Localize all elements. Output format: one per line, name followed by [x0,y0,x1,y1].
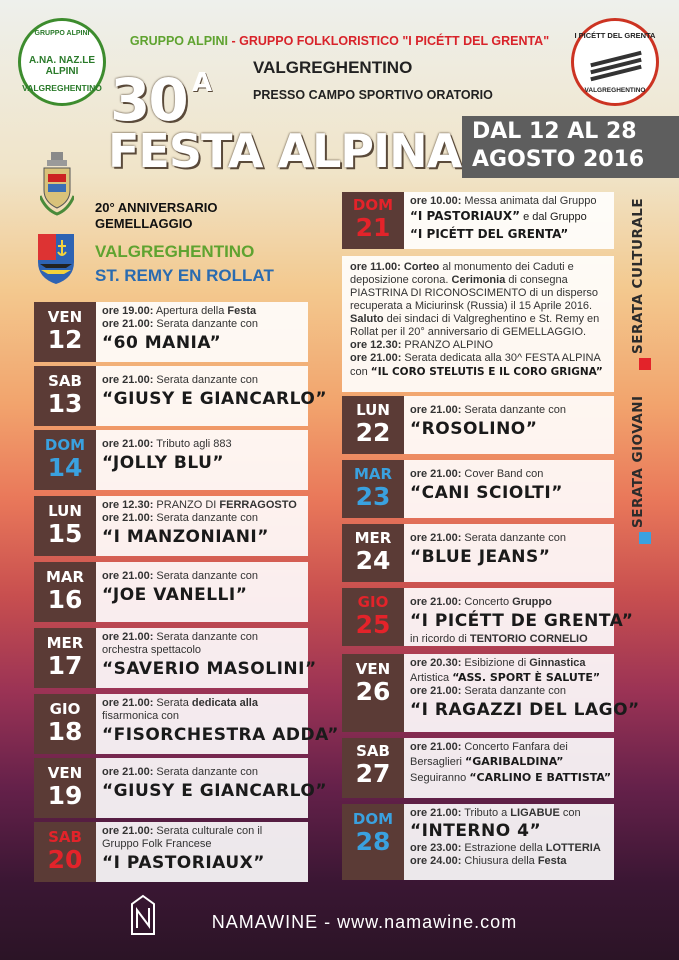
event-card-gio-25 [342,588,634,646]
event-content [96,758,327,818]
event-note-dom-21 [342,256,614,392]
event-date: 23 [355,482,391,511]
event-line: “I PASTORIAUX” e dal Gruppo [410,209,587,223]
event-day: SAB [356,742,390,760]
event-line: ore 24.00: Chiusura della Festa [410,855,567,867]
event-card-ven-12 [34,302,308,362]
note-evening: ore 21.00: Serata dedicata alla 30^ FESTA ALPINA [350,352,601,364]
event-act: “CANI SCIOLTI” [410,483,563,503]
event-card-mer-17 [34,628,317,688]
event-card-mer-24 [342,524,614,582]
org-left: GRUPPO ALPINI [129,34,229,48]
edition-superscript: A [192,68,213,98]
event-card-sab-27 [342,738,614,798]
event-card-mar-16 [34,562,308,622]
event-date: 26 [355,677,391,706]
logo-right-top: I PICÉTT DEL GRENTA [574,31,656,40]
event-line: ore 23.00: Estrazione della LOTTERIA [410,842,601,854]
event-line: ore 21.00: Serata danzante con [102,512,258,524]
event-card-lun-22 [342,396,614,454]
event-content [404,738,614,798]
event-day: VEN [47,764,83,782]
town-crest-icon [40,152,74,216]
event-act: “I MANZONIANI” [102,527,269,547]
anniversary-line2: GEMELLAGGIO [95,216,193,231]
event-day: SAB [48,372,82,390]
event-card-dom-14 [34,430,308,490]
event-content [96,496,308,556]
legend-cultural-label: SERATA CULTURALE [630,197,646,354]
anniversary-text [95,200,217,232]
event-day: MER [354,529,392,547]
dates-box [462,116,679,178]
event-act: “BLUE JEANS” [410,547,551,567]
event-content [404,396,614,454]
event-date: 12 [47,325,83,354]
event-date-panel [34,694,96,754]
event-date: 16 [47,585,83,614]
event-content [96,562,308,622]
event-date-panel [34,302,96,362]
org-right: GRUPPO FOLKLORISTICO "I PICÉTT DEL GRENTA" [239,34,550,48]
event-line: ore 19.00: Apertura della Festa [102,305,257,317]
event-line: ore 21.00: Serata danzante con [102,374,258,386]
event-line: ore 21.00: Serata danzante con [410,532,566,544]
event-line: ore 21.00: Serata danzante con [102,631,258,643]
event-day: SAB [48,828,82,846]
dates-line2: AGOSTO 2016 [472,147,645,172]
event-day: VEN [355,660,391,678]
event-line: ore 21.00: Concerto Fanfara dei [410,741,568,753]
event-act: “I RAGAZZI DEL LAGO” [410,700,640,720]
event-line: Bersaglieri “GARIBALDINA” [410,755,564,768]
event-act: “I PICÉTT DEL GRENTA” [410,227,569,241]
event-line: ore 21.00: Tributo a LIGABUE con [410,807,581,819]
event-act: “I PICÉTT DE GRENTA” [410,611,634,631]
event-content [96,694,339,754]
logo-left-mid: A.NA. NAZ.LE ALPINI [28,55,96,77]
event-content [404,654,640,732]
event-card-dom-28 [342,804,614,880]
event-card-gio-18 [34,694,339,754]
event-day: LUN [48,502,82,520]
event-day: MAR [45,568,85,586]
event-date: 17 [47,651,83,680]
event-day: VEN [47,308,83,326]
note-choir: con “IL CORO STELUTIS E IL CORO GRIGNA” [350,366,603,378]
event-act: “GIUSY E GIANCARLO” [102,781,327,801]
event-day: MER [46,634,84,652]
event-date-panel [342,524,404,582]
anniversary-line1: 20° ANNIVERSARIO [95,200,218,215]
org-sep: - [228,34,240,48]
event-line: Artistica “ASS. SPORT È SALUTE” [410,671,601,684]
event-day: MAR [353,465,393,483]
event-card-lun-15 [34,496,308,556]
event-line: fisarmonica con [102,710,180,722]
event-date: 22 [355,418,391,447]
picett-logo [571,18,659,106]
event-line: ore 12.30: PRANZO DI FERRAGOSTO [102,499,297,511]
event-date-panel [342,192,404,249]
event-date: 21 [355,213,391,242]
event-date: 24 [355,546,391,575]
event-date: 19 [47,781,83,810]
event-card-ven-19 [34,758,327,818]
event-line: ore 21.00: Cover Band con [410,468,544,480]
event-act: “I PASTORIAUX” [102,853,265,873]
event-card-dom-21 [342,192,614,249]
event-day: DOM [352,196,394,214]
event-date-panel [342,460,404,518]
event-line: ore 21.00: Serata culturale con il [102,825,263,837]
event-date: 25 [355,610,391,639]
event-date-panel [34,758,96,818]
event-day: DOM [44,436,86,454]
event-date-panel [34,822,96,882]
dates-line1: DAL 12 AL 28 [472,119,637,144]
event-date-panel [342,804,404,880]
event-act: “INTERNO 4” [410,821,542,841]
event-act: “FISORCHESTRA ADDA” [102,725,339,745]
event-act: “60 MANIA” [102,333,222,353]
event-date-panel [342,588,404,646]
event-line: ore 21.00: Serata danzante con [102,318,258,330]
event-date: 28 [355,827,391,856]
logo-left-bottom: VALGREGHENTINO [22,83,102,93]
legend-cultural [630,186,660,354]
note-lunch: ore 12.30: PRANZO ALPINO [350,339,494,351]
event-date: 27 [355,759,391,788]
event-line: ore 21.00: Serata dedicata alla [102,697,258,709]
event-content [96,822,308,882]
event-date: 13 [47,389,83,418]
event-date-panel [34,628,96,688]
st-remy-crest-icon [36,232,76,286]
event-day: LUN [356,401,390,419]
event-line: ore 21.00: Serata danzante con [410,404,566,416]
event-content [404,524,614,582]
event-date-panel [342,654,404,732]
event-date: 14 [47,453,83,482]
event-title: FESTA ALPINA [108,124,462,178]
logo-left-top: GRUPPO ALPINI [34,30,90,37]
event-content [96,366,327,426]
event-venue: PRESSO CAMPO SPORTIVO ORATORIO [253,88,493,102]
event-act: “GIUSY E GIANCARLO” [102,389,327,409]
event-content [404,192,614,249]
event-date: 20 [47,845,83,874]
event-date-panel [34,562,96,622]
event-line: Gruppo Folk Francese [102,838,212,850]
event-place: VALGREGHENTINO [253,58,413,77]
event-act: “JOLLY BLU” [102,453,225,473]
event-dedication: in ricordo di TENTORIO CORNELIO [410,633,588,645]
legend-youth-swatch [639,532,651,544]
footer-text: NAMAWINE - www.namawine.com [211,912,518,932]
event-card-sab-13 [34,366,327,426]
event-content [96,302,308,362]
event-day: GIO [357,593,389,611]
event-act: “SAVERIO MASOLINI” [102,659,317,679]
event-line: ore 20.30: Esibizione di Ginnastica [410,657,586,669]
twin-town-1: VALGREGHENTINO [95,242,255,261]
event-date-panel [34,366,96,426]
legend-youth [630,388,660,528]
event-day: DOM [352,810,394,828]
logo-right-bottom: VALGREGHENTINO [584,87,646,94]
event-act: “ROSOLINO” [410,419,538,439]
event-line: ore 21.00: Serata danzante con [102,570,258,582]
edition-number: 30 [110,66,187,134]
note-paragraph: ore 11.00: Corteo al monumento dei Caduti e deposizione corona. Cerimonia di consegna PIASTRINA DI RICONOSCIMENTO di un disperso recuperata a Miciurinsk (Russia) il 15 Aprile 2016. Saluto dei sindaci di Valgreghentino e St. Remy en Rollat per il 20° anniversario di GEMELLAGGIO. [350,261,600,338]
event-content [96,430,308,490]
event-line: ore 10.00: Messa animata dal Gruppo [410,195,597,207]
event-line: Seguiranno “CARLINO E BATTISTA” [410,771,612,784]
twin-town-2: ST. REMY EN ROLLAT [95,266,274,285]
event-line: ore 21.00: Tributo agli 883 [102,438,232,450]
legend-youth-label: SERATA GIOVANI [630,395,646,528]
event-line: orchestra spettacolo [102,644,202,656]
event-date-panel [342,738,404,798]
event-date-panel [34,496,96,556]
event-line: ore 21.00: Concerto Gruppo [410,596,552,608]
event-card-ven-26 [342,654,640,732]
legend-cultural-swatch [639,358,651,370]
event-card-sab-20 [34,822,308,882]
event-day: GIO [49,700,81,718]
event-date-panel [34,430,96,490]
alpini-logo [18,18,106,106]
event-date-panel [342,396,404,454]
event-content [404,588,634,646]
event-date: 18 [47,717,83,746]
event-content [96,628,317,688]
event-line: ore 21.00: Serata danzante con [410,685,566,697]
event-content [404,460,614,518]
event-date: 15 [47,519,83,548]
event-card-mar-23 [342,460,614,518]
event-content [404,804,614,880]
event-act: “JOE VANELLI” [102,585,248,605]
event-line: ore 21.00: Serata danzante con [102,766,258,778]
